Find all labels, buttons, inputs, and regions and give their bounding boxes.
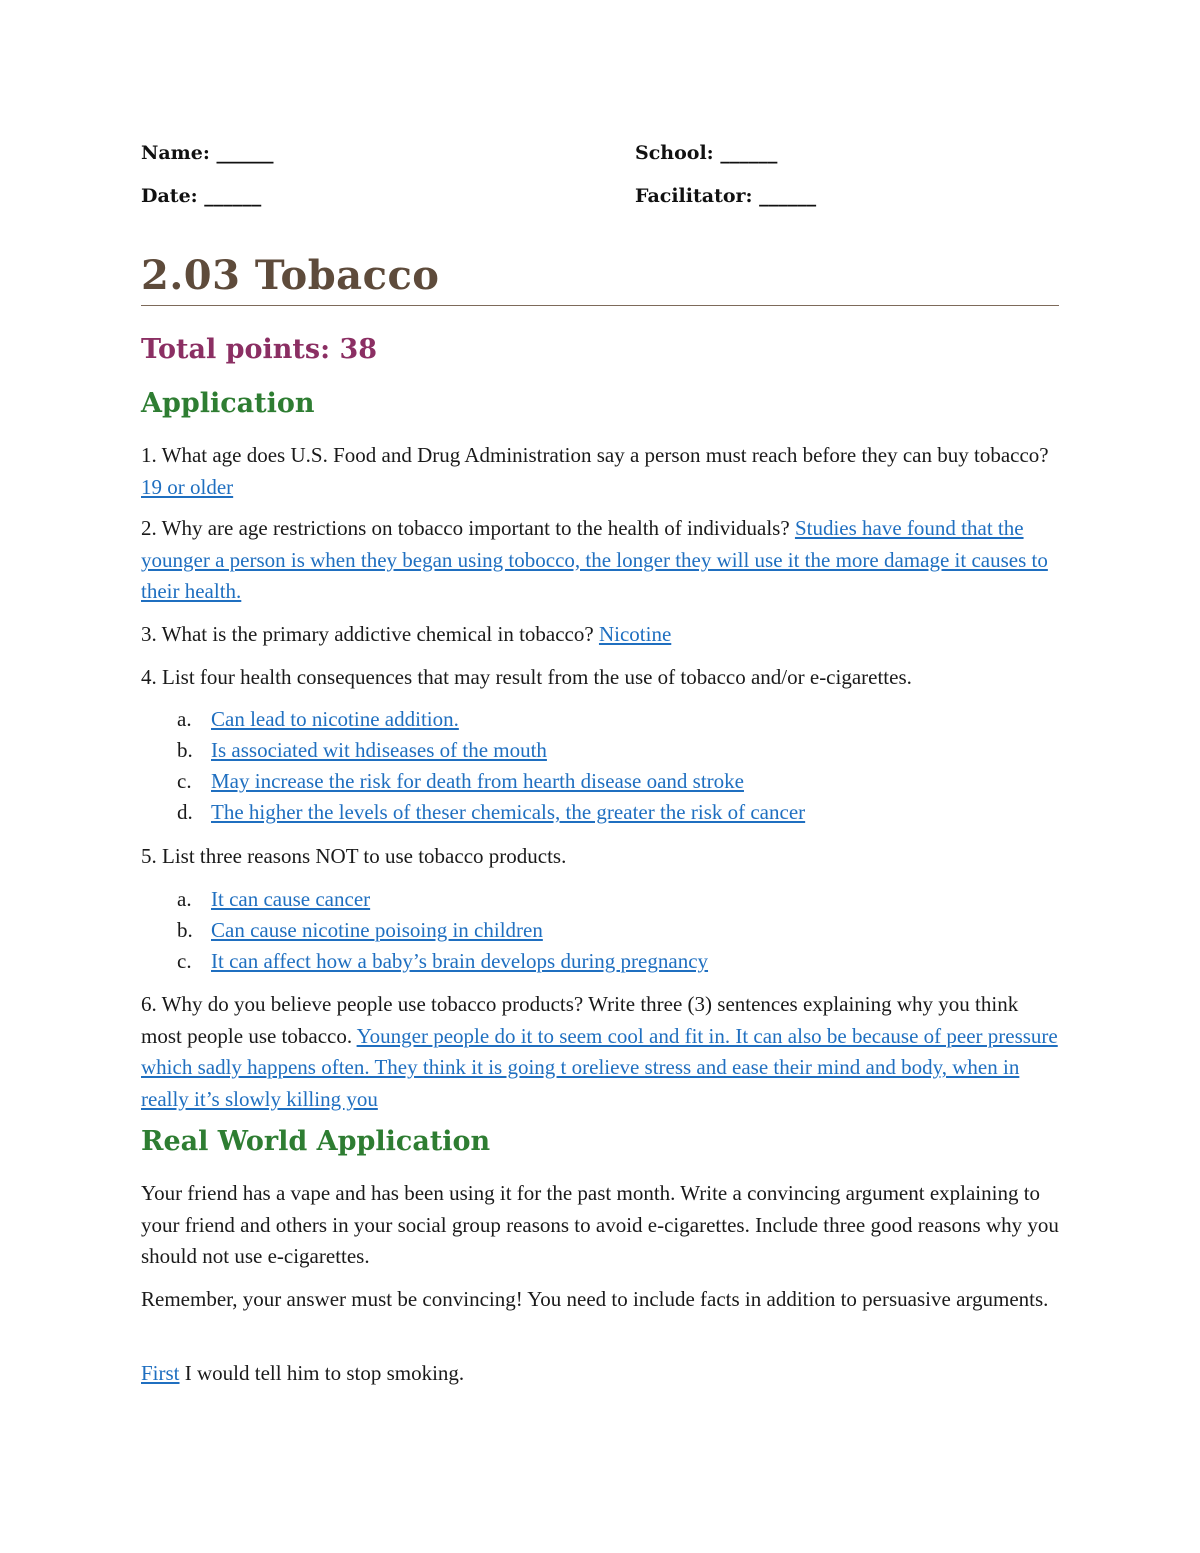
question-3-text: 3. What is the primary addictive chemical in tobacco? xyxy=(141,622,594,646)
question-2-text: 2. Why are age restrictions on tobacco important to the health of individuals? xyxy=(141,516,790,540)
school-field xyxy=(635,142,777,164)
date-blank[interactable]: ______ xyxy=(204,185,262,207)
list-marker: d. xyxy=(177,800,193,824)
real-world-prompt-1: Your friend has a vape and has been using it for the past month. Write a convincing argument explaining to your friend and others in your social group reasons to avoid e-cigarettes. Include three good reasons why you should not use e-cigarettes. xyxy=(141,1181,1059,1268)
answer-5b[interactable]: Can cause nicotine poisoing in children xyxy=(211,918,543,942)
question-1-text: 1. What age does U.S. Food and Drug Administration say a person must reach before they can buy tobacco? xyxy=(141,443,1049,467)
list-item xyxy=(177,704,1057,735)
list-marker: c. xyxy=(177,949,192,973)
name-blank[interactable]: ______ xyxy=(216,142,274,164)
answer-4b[interactable]: Is associated wit hdiseases of the mouth xyxy=(211,738,547,762)
facilitator-label: Facilitator: xyxy=(635,185,753,207)
question-5 xyxy=(141,841,1059,873)
question-4 xyxy=(141,662,1059,694)
date-field xyxy=(141,185,261,207)
real-world-prompt-2: Remember, your answer must be convincing! You need to include facts in addition to persuasive arguments. xyxy=(141,1287,1049,1311)
answer-4c[interactable]: May increase the risk for death from hearth disease oand stroke xyxy=(211,769,744,793)
list-item xyxy=(177,915,1057,946)
question-6 xyxy=(141,989,1059,1115)
facilitator-field xyxy=(635,185,816,207)
list-item xyxy=(177,766,1057,797)
name-field xyxy=(141,142,274,164)
document-title: 2.03 Tobacco xyxy=(141,252,1059,306)
question-5-list xyxy=(177,884,1057,977)
list-item xyxy=(177,735,1057,766)
real-world-answer xyxy=(141,1358,1059,1390)
answer-4d[interactable]: The higher the levels of theser chemicals, the greater the risk of cancer xyxy=(211,800,806,824)
list-marker: b. xyxy=(177,738,193,762)
answer-4a[interactable]: Can lead to nicotine addition. xyxy=(211,707,459,731)
school-blank[interactable]: ______ xyxy=(720,142,778,164)
list-item xyxy=(177,797,1057,828)
real-world-answer-text: I would tell him to stop smoking. xyxy=(179,1361,465,1385)
question-6-answer[interactable]: Younger people do it to seem cool and fit in. It can also be because of peer pressure which sadly happens often. They think it is going t orelieve stress and ease their mind and body, when in really it’s slowly killing you xyxy=(141,1023,1058,1111)
real-world-heading: Real World Application xyxy=(141,1126,491,1157)
date-label: Date: xyxy=(141,185,198,207)
question-1-answer[interactable]: 19 or older xyxy=(141,474,234,499)
list-marker: a. xyxy=(177,707,192,731)
question-3-answer[interactable]: Nicotine xyxy=(598,622,672,646)
list-item xyxy=(177,946,1057,977)
question-3 xyxy=(141,619,1059,651)
question-5-text: 5. List three reasons NOT to use tobacco products. xyxy=(141,844,567,868)
school-label: School: xyxy=(635,142,714,164)
real-world-answer-link[interactable]: First xyxy=(141,1361,180,1385)
question-2-answer[interactable]: Studies have found that the younger a person is when they began using tobocco, the longer they will use it the more damage it causes to their health. xyxy=(141,516,1048,603)
list-marker: a. xyxy=(177,887,192,911)
total-points: Total points: 38 xyxy=(141,334,378,365)
application-heading: Application xyxy=(141,388,315,419)
list-marker: c. xyxy=(177,769,192,793)
question-4-text: 4. List four health consequences that may result from the use of tobacco and/or e-cigarettes. xyxy=(141,665,912,689)
facilitator-blank[interactable]: ______ xyxy=(759,185,817,207)
question-4-list xyxy=(177,704,1057,828)
answer-5c[interactable]: It can affect how a baby’s brain develops during pregnancy xyxy=(211,949,709,973)
question-1 xyxy=(141,440,1059,503)
list-item xyxy=(177,884,1057,915)
list-marker: b. xyxy=(177,918,193,942)
question-6-text: 6. Why do you believe people use tobacco products? Write three (3) sentences explaining why you think most people use tobacco. xyxy=(141,992,1019,1048)
name-label: Name: xyxy=(141,142,210,164)
question-2 xyxy=(141,513,1059,608)
answer-5a[interactable]: It can cause cancer xyxy=(211,887,371,911)
